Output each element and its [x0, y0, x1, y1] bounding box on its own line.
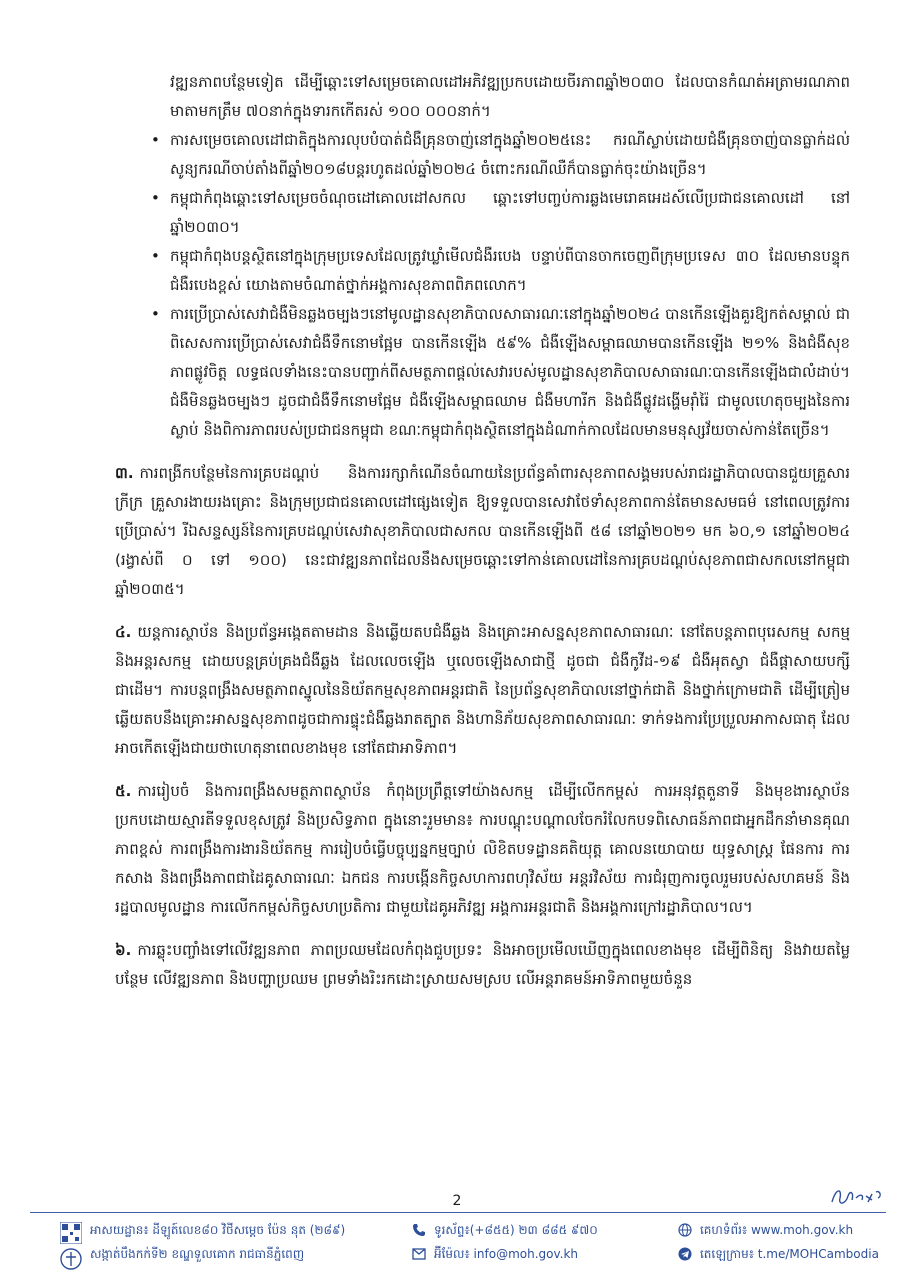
qr-code-icon: [60, 1222, 82, 1244]
paragraph-text: ការឆ្លុះបញ្ចាំងទៅលើវឌ្ឍនភាព ភាពប្រឈមដែលកំពុងជួបប្រទះ និងអាចប្រមើលឃើញក្នុងពេលខាងមុខ ដើម្បីពិនិត្យ និងវាយតម្លៃបន្ថែម លើវឌ្ឍនភាព និងបញ្ហាប្រឈម ព្រមទាំងរិះរកដោះស្រាយសមស្រប លើអន្តរាគមន៍អាទិភាពមួយចំនួន: [115, 941, 850, 988]
telegram-row: [676, 1242, 879, 1266]
continued-paragraph: វឌ្ឍនភាពបន្ថែមទៀត ដើម្បីឆ្ពោះទៅសម្រេចគោលដៅអភិវឌ្ឍប្រកបដោយចីរភាពឆ្នាំ២០៣០ ដែលបានកំណត់អត្រាមរណភាពមាតាមកត្រឹម ៧០នាក់ក្នុងទារកកើតរស់ ១០០ ០០០នាក់។: [170, 73, 850, 120]
paragraph-text: ការរៀបចំ និងការពង្រឹងសមត្ថភាពស្ថាប័ន កំពុងប្រព្រឹត្តទៅយ៉ាងសកម្ម ដើម្បីលើកកម្ពស់ ការអនុវត្តតួនាទី និងមុខងារស្ថាប័នប្រកបដោយស្មារតីទទួលខុសត្រូវ និងប្រសិទ្ធភាព ក្នុងនោះរួមមាន៖ ការបណ្តុះបណ្តាលចែករំលែកបទពិសោធន៍ភាពជាអ្នកដឹកនាំមានគុណភាពខ្ពស់ ការពង្រឹងការងារនិយ័តកម្ម ការរៀបចំធ្វើបច្ចុប្បន្នកម្មច្បាប់ លិខិតបទដ្ឋានគតិយុត្ត គោលនយោបាយ យុទ្ធសាស្ត្រ ផែនការ ការកសាង និងពង្រឹងភាពជាដៃគូសាធារណៈ ឯកជន ការបង្កើនកិច្ចសហការពហុវិស័យ អន្តរវិស័យ ការជំរុញការចូលរួមរបស់សហគមន៍ និងរដ្ឋបាលមូលដ្ឋាន ការលើកកម្ពស់កិច្ចសហប្រតិការ ជាមួយដៃគូអភិវឌ្ឍ អង្គការអន្តរជាតិ និងអង្គការក្រៅរដ្ឋាភិបាល។ល។: [115, 782, 850, 916]
address-line-2: សង្កាត់បឹងកក់ទី២ ខណ្ឌទួលគោក រាជធានីភ្នំពេញ: [90, 1247, 305, 1261]
telegram-icon: [676, 1245, 694, 1263]
achievement-list: [115, 126, 850, 445]
paragraph-number: ៥.: [115, 782, 132, 800]
phone-icon: [410, 1221, 428, 1239]
phone-row: [410, 1218, 598, 1242]
paragraph-6: [115, 936, 850, 994]
paragraph-4: [115, 618, 850, 763]
email-link[interactable]: អ៊ីម៉ែល៖ info@moh.gov.kh: [434, 1247, 579, 1261]
email-icon: [410, 1245, 428, 1263]
phone-text: ទូរស័ព្ទ៖(+៨៥៥) ២៣ ៨៨៥ ៩៧០: [434, 1223, 598, 1237]
email-row: [410, 1242, 598, 1266]
website-row: [676, 1218, 879, 1242]
paragraph-3: [115, 459, 850, 604]
list-item: • ការប្រើប្រាស់សេវាជំងឺមិនឆ្លងចម្បងៗនៅមូលដ្ឋានសុខាភិបាលសាធារណៈនៅក្នុងឆ្នាំ២០២៤ បានកើនឡើងគួរឱ្យកត់សម្គាល់ ជាពិសេសការប្រើប្រាស់សេវាជំងឺទឹកនោមផ្អែម បានកើនឡើង ៥៩% ជំងឺឡើងសម្ពាធឈាមបានកើនឡើង ២១% និងជំងឺសុខភាពផ្លូវចិត្ត លទ្ធផលទាំងនេះបានបញ្ជាក់ពីសមត្ថភាពផ្តល់សេវារបស់មូលដ្ឋានសុខាភិបាលសាធារណៈបានកើនឡើងជាលំដាប់។ ជំងឺមិនឆ្លងចម្បងៗ ដូចជាជំងឺទឹកនោមផ្អែម ជំងឺឡើងសម្ពាធឈាម ជំងឺមហារីក និងជំងឺផ្លូវដង្ហើមរ៉ាំរ៉ៃ ជាមូលហេតុចម្បងនៃការស្លាប់ និងពិការភាពរបស់ប្រជាជនកម្ពុជា ខណៈកម្ពុជាកំពុងស្ថិតនៅក្នុងដំណាក់កាលដែលមានមនុស្សវ័យចាស់កាន់តែច្រើន។: [115, 300, 850, 445]
address-line-1: អាសយដ្ឋាន៖ ដីឡូត៍លេខ៨០ វិថីសម្តេច ប៉ែន នុត (២៨៩): [90, 1223, 346, 1237]
list-item: • កម្ពុជាកំពុងបន្តស្ថិតនៅក្នុងក្រុមប្រទេសដែលត្រូវឃ្លាំមើលជំងឺរបេង បន្ទាប់ពីបានចាកចេញពីក្រុមប្រទេស ៣០ ដែលមានបន្ទុកជំងឺរបេងខ្ពស់ យោងតាមចំណាត់ថ្នាក់អង្គការសុខភាពពិភពលោក។: [115, 242, 850, 300]
paragraph-text: យន្តការស្ថាប័ន និងប្រព័ន្ធអង្កេតតាមដាន និងឆ្លើយតបជំងឺឆ្លង និងគ្រោះអាសន្នសុខភាពសាធារណៈ នៅតែបន្តភាពបុរេសកម្ម សកម្ម និងអន្តរសកម្ម ដោយបន្តគ្រប់គ្រងជំងឺឆ្លង ដែលលេចឡើង ឬលេចឡើងសាជាថ្មី ដូចជា ជំងឺកូវីដ-១៩ ជំងឺអុតស្វា ជំងឺផ្តាសាយបក្សី ជាដើម។ ការបន្តពង្រឹងសមត្ថភាពស្នូលនៃនិយ័តកម្មសុខភាពអន្តរជាតិ នៃប្រព័ន្ធសុខាភិបាលនៅថ្នាក់ជាតិ និងថ្នាក់ក្រោមជាតិ ដើម្បីត្រៀមឆ្លើយតបនឹងគ្រោះអាសន្នសុខភាពដូចជាការផ្ទុះជំងឺឆ្លងរាតត្បាត និងហានិភ័យសុខភាពសាធារណៈ ទាក់ទងការប្រែប្រួលអាកាសធាតុ ដែលអាចកើតឡើងជាយថាហេតុនាពេលខាងមុខ នៅតែជាអាទិភាព។: [115, 623, 850, 757]
paragraph-number: ៤.: [115, 623, 132, 641]
list-item: • ការសម្រេចគោលដៅជាតិក្នុងការលុបបំបាត់ជំងឺគ្រុនចាញ់នៅក្នុងឆ្នាំ២០២៥នេះ ករណីស្លាប់ដោយជំងឺគ្រុនចាញ់បានធ្លាក់ដល់សូន្យករណីចាប់តាំងពីឆ្នាំ២០១៨បន្តរហូតដល់ឆ្នាំ២០២៤ ចំពោះករណីឈឺក៏បានធ្លាក់ចុះយ៉ាងច្រើន។: [115, 126, 850, 184]
page-number: 2: [452, 1193, 462, 1209]
page-footer: [30, 1218, 886, 1274]
document-body: [115, 68, 850, 994]
paragraph-text: ការពង្រីកបន្ថែមនៃការគ្របដណ្តប់ និងការរក្សាកំណើនចំណាយនៃប្រព័ន្ធគាំពារសុខភាពសង្គមរបស់រាជរដ្ឋាភិបាលបានជួយគ្រួសារក្រីក្រ គ្រួសារងាយរងគ្រោះ និងក្រុមប្រជាជនគោលដៅផ្សេងទៀត ឱ្យទទួលបានសេវាថែទាំសុខភាពកាន់តែមានសមធម៌ នៅពេលត្រូវការប្រើប្រាស់។ រីឯសន្ទស្សន៍នៃការគ្របដណ្តប់សេវាសុខាភិបាលជាសកល បានកើនឡើងពី ៥៨ នៅឆ្នាំ២០២១ មក ៦០,១ នៅឆ្នាំ២០២៤ (រង្វាស់ពី ០ ទៅ ១០០) នេះជាវឌ្ឍនភាពដែលនឹងសម្រេចឆ្ពោះទៅកាន់គោលដៅនៃការគ្របដណ្តប់សុខភាពជាសកលនៅកម្ពុជា ឆ្នាំ២០៣៥។: [115, 464, 850, 598]
paragraph-number: ៦.: [115, 941, 132, 959]
footer-divider: [30, 1212, 886, 1213]
paragraph-number: ៣.: [115, 464, 134, 482]
website-link[interactable]: គេហទំព័រ៖ www.moh.gov.kh: [700, 1223, 854, 1237]
footer-contact: [410, 1218, 598, 1274]
paragraph-5: [115, 777, 850, 922]
footer-web: [676, 1218, 879, 1274]
globe-icon: [676, 1221, 694, 1239]
list-item: • កម្ពុជាកំពុងឆ្ពោះទៅសម្រេចចំណុចដៅគោលដៅសកល ឆ្ពោះទៅបញ្ចប់ការឆ្លងមេរោគអេដស៍លើប្រជាជនគោលដៅ នៅឆ្នាំ២០៣០។: [115, 184, 850, 242]
ministry-logo-icon: [60, 1248, 82, 1270]
initials-signature: [828, 1184, 888, 1210]
telegram-link[interactable]: តេឡេក្រាម៖ t.me/MOHCambodia: [700, 1247, 879, 1261]
